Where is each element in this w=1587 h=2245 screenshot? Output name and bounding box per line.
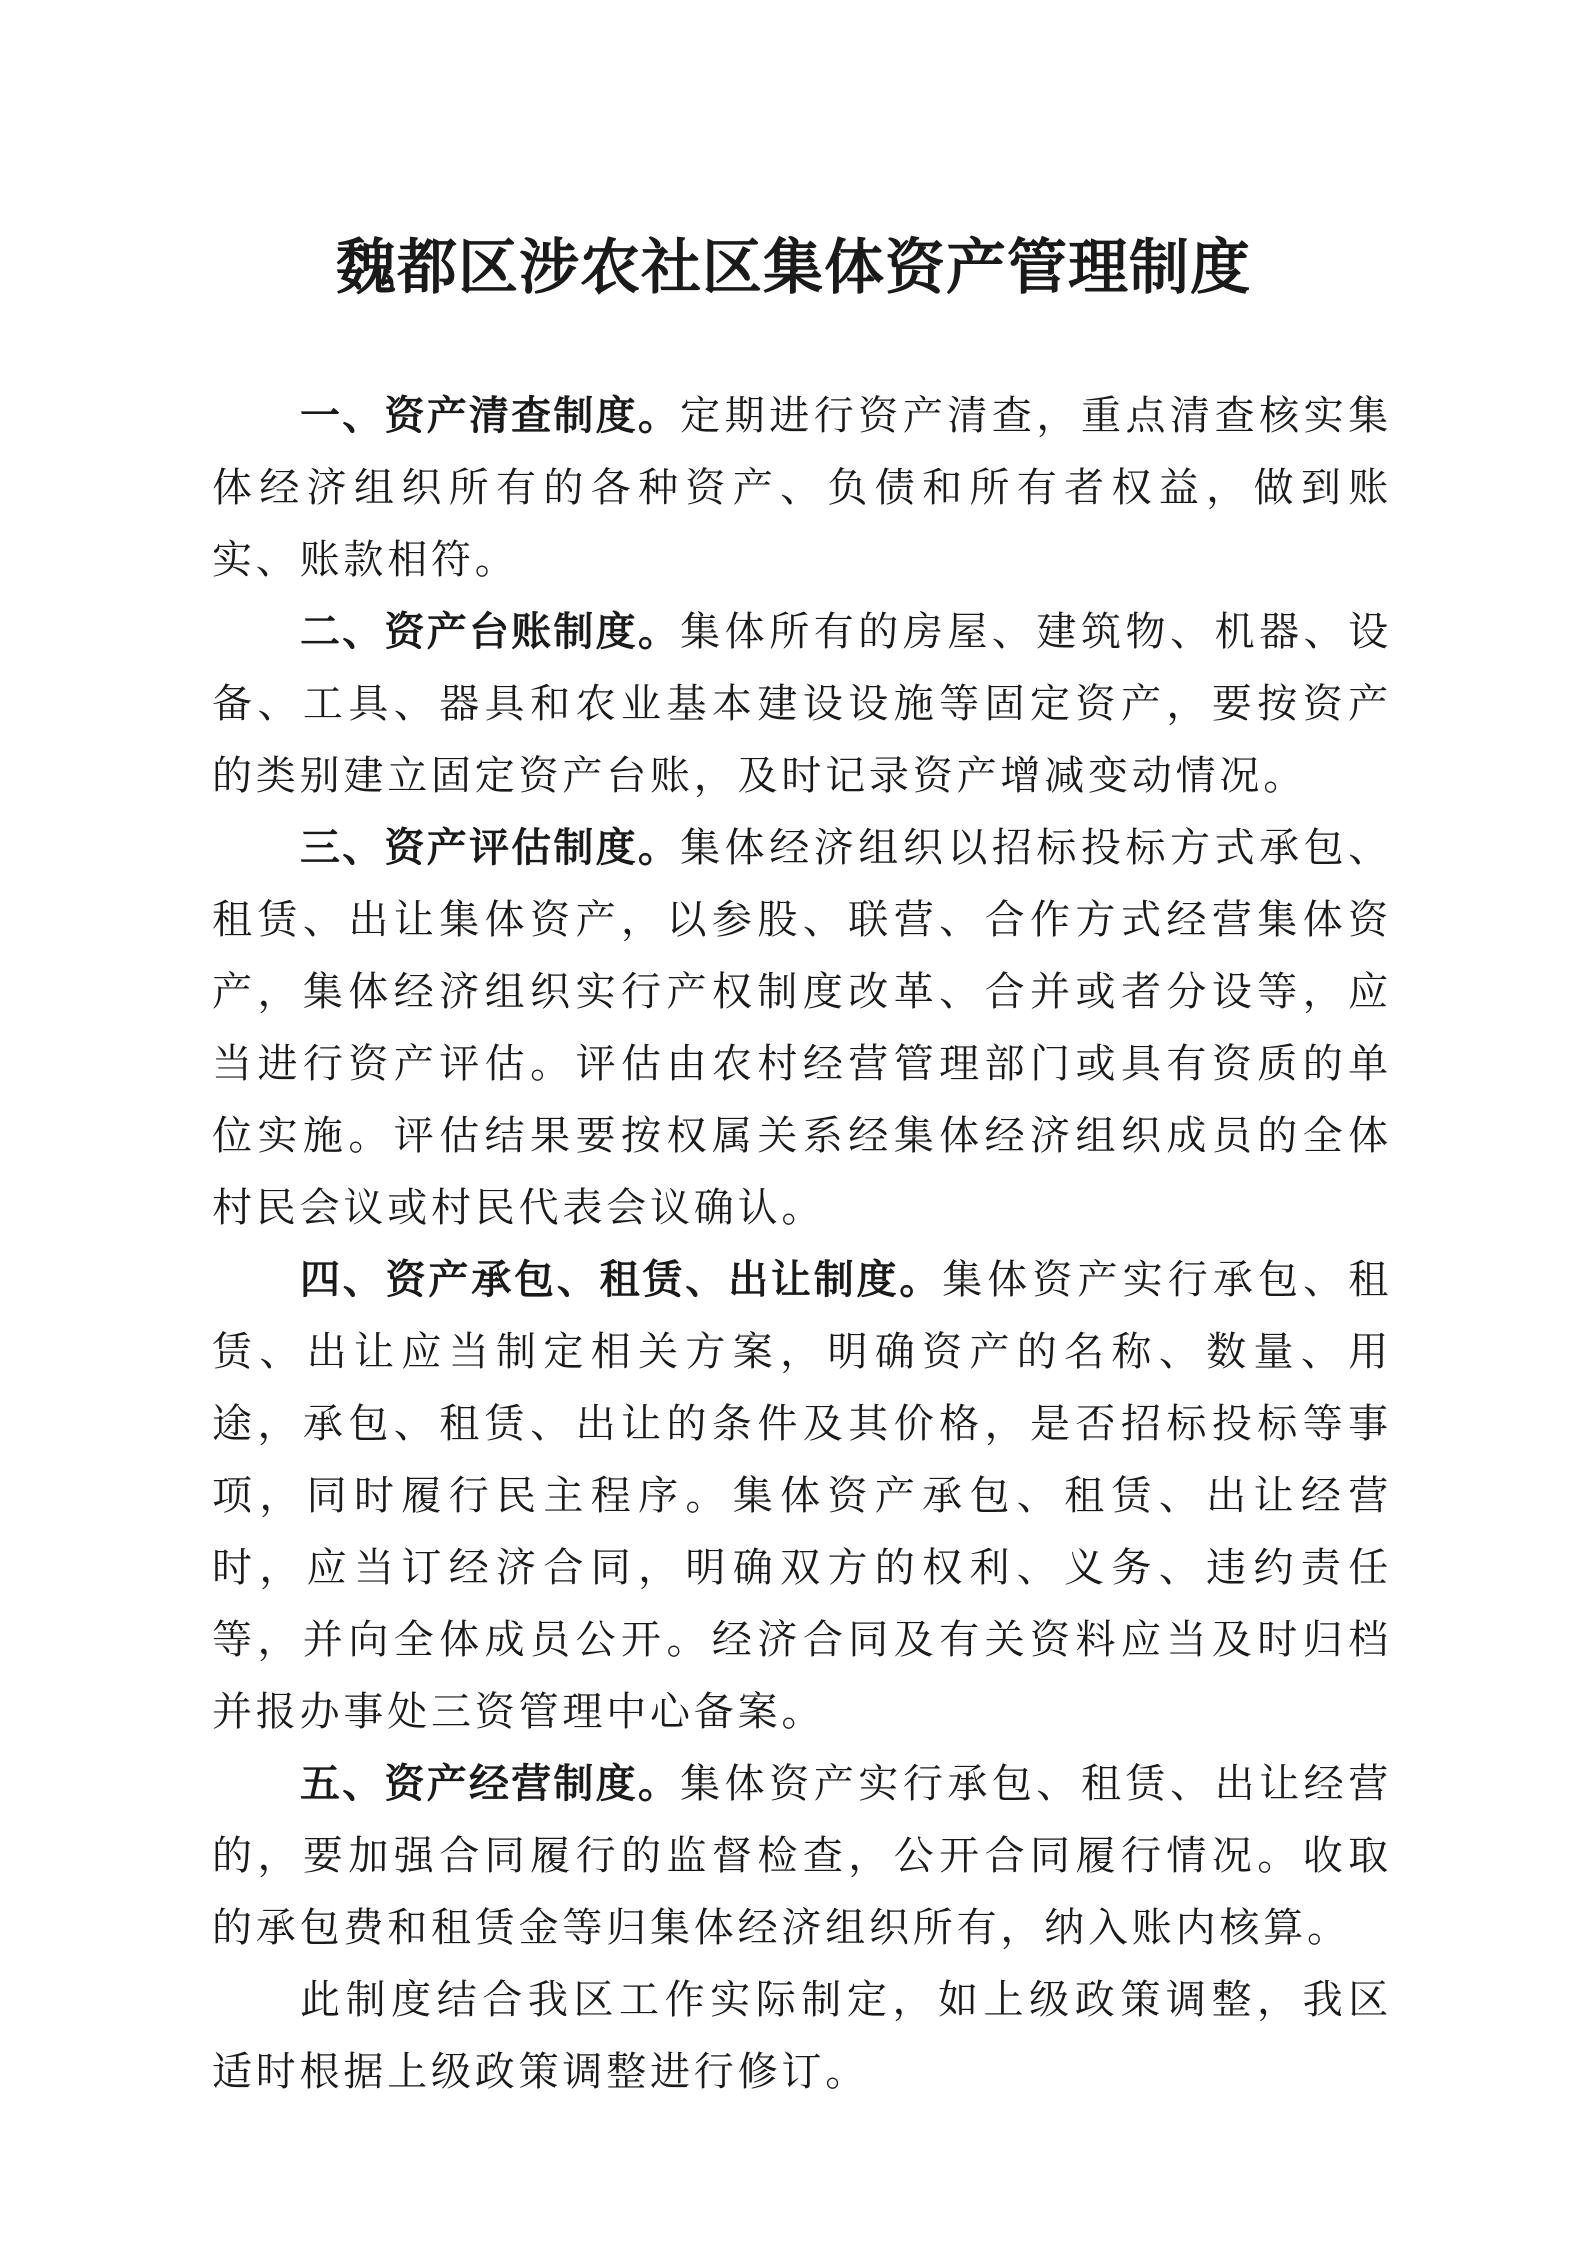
section-asset-ledger <box>212 596 1392 812</box>
section-heading: 一、资产清查制度。 <box>300 393 681 439</box>
section-heading: 四、资产承包、租赁、出让制度。 <box>300 1257 943 1303</box>
document-body <box>212 380 1392 2108</box>
section-asset-inventory <box>212 380 1392 596</box>
section-text: 集体资产实行承包、租赁、出让应当制定相关方案，明确资产的名称、数量、用途，承包、租赁、出让的条件及其价格，是否招标投标等事项，同时履行民主程序。集体资产承包、租赁、出让经营时，应当订经济合同，明确双方的权利、义务、违约责任等，并向全体成员公开。经济合同及有关资料应当及时归档并报办事处三资管理中心备案。 <box>212 1257 1392 1735</box>
closing-paragraph: 此制度结合我区工作实际制定，如上级政策调整，我区适时根据上级政策调整进行修订。 <box>212 1977 1392 2095</box>
section-text: 定期进行资产清查，重点清查核实集体经济组织所有的各种资产、负债和所有者权益，做到账实、账款相符。 <box>212 393 1392 583</box>
section-heading: 二、资产台账制度。 <box>300 609 681 655</box>
section-text: 集体资产实行承包、租赁、出让经营的，要加强合同履行的监督检查，公开合同履行情况。收取的承包费和租赁金等归集体经济组织所有，纳入账内核算。 <box>212 1761 1392 1951</box>
section-text: 集体经济组织以招标投标方式承包、租赁、出让集体资产，以参股、联营、合作方式经营集体资产，集体经济组织实行产权制度改革、合并或者分设等，应当进行资产评估。评估由农村经营管理部门或具有资质的单位实施。评估结果要按权属关系经集体经济组织成员的全体村民会议或村民代表会议确认。 <box>212 825 1392 1231</box>
section-asset-evaluation <box>212 812 1392 1244</box>
section-asset-contracting <box>212 1244 1392 1748</box>
section-heading: 三、资产评估制度。 <box>300 825 681 871</box>
document-title: 魏都区涉农社区集体资产管理制度 <box>336 233 1251 303</box>
section-asset-operation <box>212 1748 1392 1964</box>
section-heading: 五、资产经营制度。 <box>300 1761 681 1807</box>
section-text: 集体所有的房屋、建筑物、机器、设备、工具、器具和农业基本建设设施等固定资产，要按资产的类别建立固定资产台账，及时记录资产增减变动情况。 <box>212 609 1392 799</box>
